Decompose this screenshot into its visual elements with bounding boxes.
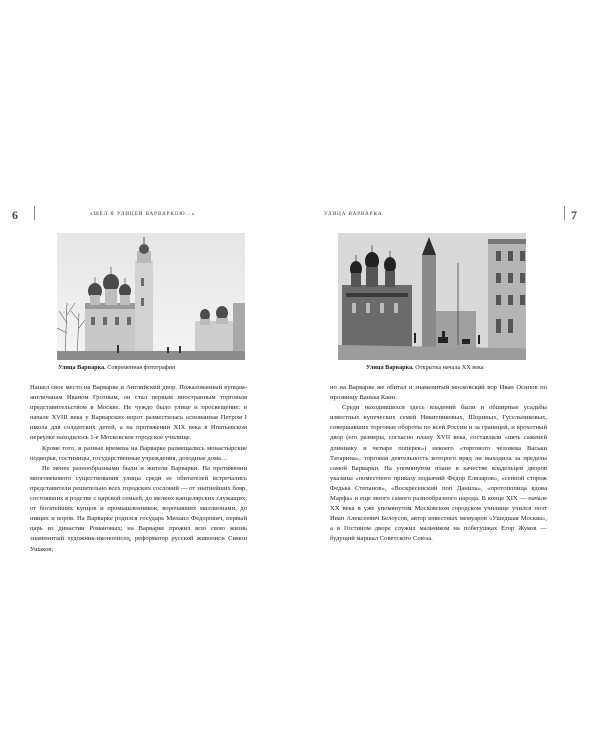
photo-caption — [58, 364, 175, 371]
caption-title: Улица Варварка. — [58, 364, 106, 371]
paragraph: но на Варварке же обитал и знаменитый московский вор Иван Осипов по прозвищу Ванька Каин. — [330, 384, 547, 402]
photo-caption — [366, 364, 484, 371]
running-head: «ШЁЛ Я УЛИЦЕЙ ВАРВАРКОЮ…» — [90, 211, 196, 217]
paragraph: Нашел свое место на Варварке и Английский двор. Пожалованный купцам-англичанам Иваном Грозным, он стал первым иностранным торговым представительством в Москве. Не чуждо было улице и просвещение: в начале XVIII века у Варварских ворот разместилась основанная Петром I школа для солдатских детей, а на протяжении XIX века в Ипатьевском переулке находилось 1-е Московское городское училище. — [30, 384, 247, 442]
paragraph: Среди находившихся здесь владений были и обширные усадьбы известных купеческих семей Никитниковых, Шориных, Гусельниковых, совершавших торговые обороты по всей России и за границей, и крохотный двор (его размеры, согласно плану XVII века, составляли «пять саженей длиннику и четыре поперек») некоего «торгового человека Васьки Татарина», торговая деятельность которого вряд ли выходила за пределы самой Варварки. На упомянутом плане в качестве владельцев дворов указаны «поместного приказу подьячий Федор Елизаров», «сенной сторож Федька Степанов», «Воскресенский поп Данила», «протопопица вдова Марфа» и еще много самого разнообразного народа. В конце XIX — начале XX века в уже упомянутом Московском городском училище учился поэт Иван Алексеевич Белоусов, автор известных мемуаров «Ушедшая Москва», а в Гостином дворе служил мальчиком на побегушках Егор Жуков — будущий маршал Советского Союза. — [330, 404, 547, 543]
body-text — [330, 383, 547, 545]
right-page — [300, 0, 600, 750]
page-number: 7 — [571, 208, 577, 222]
photo-historic-postcard — [338, 233, 526, 360]
photo-modern-street — [57, 233, 245, 360]
caption-title: Улица Варварка. — [366, 364, 414, 371]
paragraph: Кроме того, в разные времена на Варварке размещались монастырские подворья, гостиницы, государственные учреждения, доходные дома… — [30, 444, 247, 462]
paragraph: Не менее разнообразными были и жители Варварки. На протяжении многовекового существования улицы среди ее обитателей встречались представители решительно всех городских сословий — от знатнейших бояр, состоявших в родстве с царской семьей, до мелких канцелярских служащих; от богатейших купцов и промышленников, ворочавших миллионами, до нищих и воров. На Варварке родился государь Михаил Федорович, первый царь из династии Романовых; на Варварке прожил всю свою жизнь знаменитый художник-иконописец, реформатор русской живописи Симон Ушаков; — [30, 464, 247, 553]
header-divider — [34, 206, 35, 220]
page-number: 6 — [12, 208, 18, 222]
caption-desc: Открытка начала XX века — [415, 364, 484, 371]
header-divider — [564, 206, 565, 220]
caption-desc: Современная фотография — [107, 364, 175, 371]
body-text — [30, 383, 247, 555]
running-head: УЛИЦА ВАРВАРКА — [324, 211, 383, 217]
